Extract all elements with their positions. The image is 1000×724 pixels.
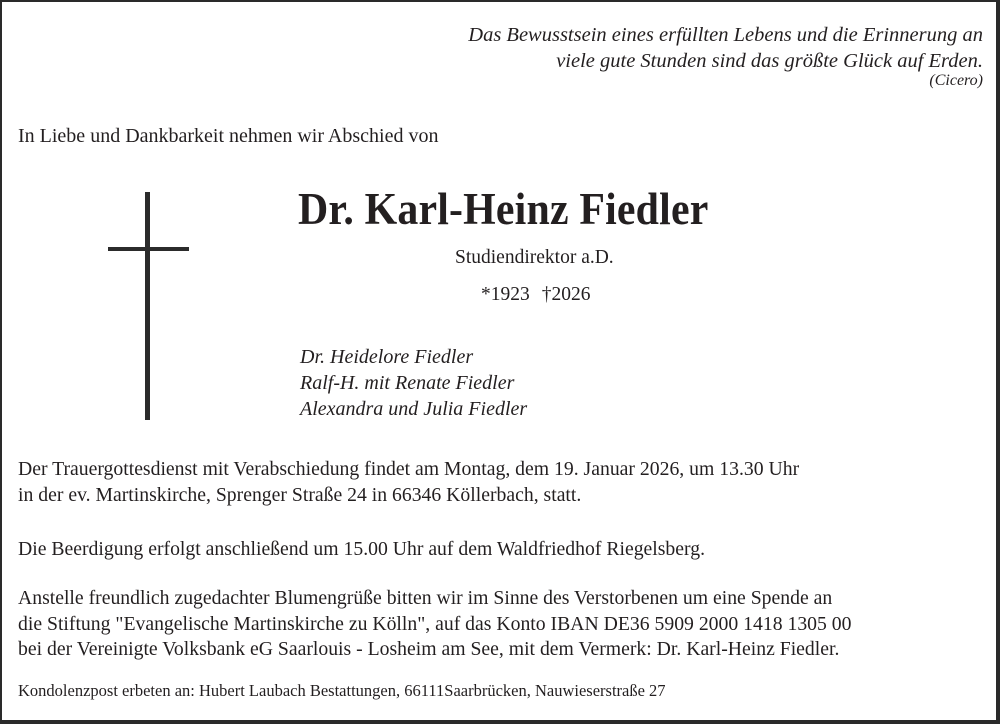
burial-paragraph — [18, 537, 705, 563]
quote-line: viele gute Stunden sind das größte Glück auf Erden. — [556, 50, 983, 72]
deceased-name: Dr. Karl-Heinz Fiedler — [298, 184, 709, 234]
cicero-quote — [468, 22, 983, 91]
mourner: Dr. Heidelore Fiedler — [300, 346, 474, 368]
cross-horizontal-bar — [108, 247, 189, 251]
text-line: Der Trauergottesdienst mit Verabschiedung findet am Montag, dem 19. Januar 2026, um 13.30 Uhr — [18, 458, 800, 480]
text-line: die Stiftung "Evangelische Martinskirche zu Kölln", auf das Konto IBAN DE36 5909 2000 1418 1305 00 — [18, 612, 852, 635]
service-paragraph — [18, 457, 799, 508]
mourner: Alexandra und Julia Fiedler — [300, 398, 528, 420]
quote-line: Das Bewusstsein eines erfüllten Lebens und die Erinnerung an — [468, 24, 983, 46]
cross-vertical-bar — [145, 192, 150, 420]
intro-text: In Liebe und Dankbarkeit nehmen wir Abschied von — [18, 125, 439, 147]
deceased-title: Studiendirektor a.D. — [455, 247, 614, 268]
death-year: †2026 — [541, 284, 591, 305]
donation-paragraph — [18, 586, 852, 663]
birth-year: *1923 — [481, 284, 530, 305]
life-dates — [481, 283, 591, 307]
mourners-list — [300, 344, 527, 422]
text-line: in der ev. Martinskirche, Sprenger Straße 24 in 66346 Köllerbach, statt. — [18, 483, 582, 506]
text-line: bei der Vereinigte Volksbank eG Saarlouis - Losheim am See, mit dem Vermerk: Dr. Karl-Heinz Fiedler. — [18, 638, 840, 660]
condolence-address: Kondolenzpost erbeten an: Hubert Laubach Bestattungen, 66111Saarbrücken, Nauwieserstraße 27 — [18, 681, 666, 700]
text-line: Die Beerdigung erfolgt anschließend um 15.00 Uhr auf dem Waldfriedhof Riegelsberg. — [18, 538, 706, 560]
text-line: Anstelle freundlich zugedachter Blumengrüße bitten wir im Sinne des Verstorbenen um eine Spende an — [18, 587, 833, 609]
mourner: Ralf-H. mit Renate Fiedler — [300, 372, 515, 394]
quote-author: (Cicero) — [929, 72, 983, 89]
